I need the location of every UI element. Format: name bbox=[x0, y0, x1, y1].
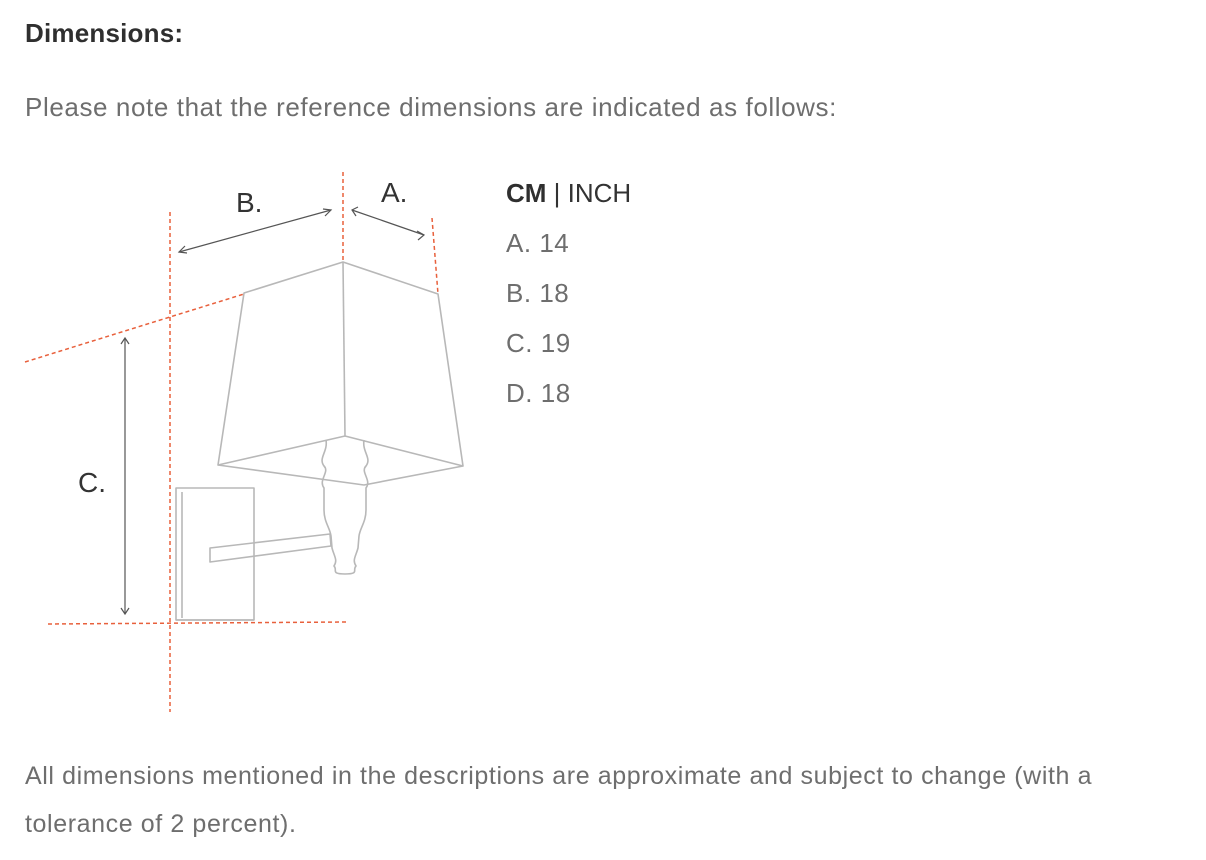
dimension-row-value: 18 bbox=[540, 378, 571, 408]
dimension-row-label: D. bbox=[506, 378, 533, 408]
dimension-row-label: B. bbox=[506, 278, 532, 308]
unit-primary: CM bbox=[506, 178, 547, 208]
dimension-row-b bbox=[506, 268, 631, 318]
dimension-label-a: A. bbox=[381, 177, 408, 208]
dimension-row-a bbox=[506, 218, 631, 268]
dimension-row-label: A. bbox=[506, 228, 532, 258]
dimension-row-value: 14 bbox=[539, 228, 570, 258]
unit-header bbox=[506, 176, 631, 210]
dimension-row-value: 18 bbox=[539, 278, 570, 308]
dimension-label-b: B. bbox=[236, 187, 263, 218]
lamp-drawing bbox=[176, 262, 463, 620]
unit-separator: | bbox=[546, 178, 568, 208]
dimension-row-c bbox=[506, 318, 631, 368]
dimension-label-c: C. bbox=[78, 467, 106, 498]
wall-lamp-diagram bbox=[0, 160, 490, 720]
dimension-row-label: C. bbox=[506, 328, 533, 358]
unit-secondary: INCH bbox=[567, 178, 632, 208]
dimension-list bbox=[506, 176, 631, 418]
guide-lines bbox=[25, 172, 438, 712]
tolerance-note: All dimensions mentioned in the descriptions are approximate and subject to change (with a tolerance of 2 percent). bbox=[25, 762, 1093, 838]
dimension-row-value: 19 bbox=[540, 328, 571, 358]
section-heading: Dimensions: bbox=[25, 18, 184, 48]
intro-text: Please note that the reference dimensions are indicated as follows: bbox=[25, 92, 837, 122]
dimension-row-d bbox=[506, 368, 631, 418]
